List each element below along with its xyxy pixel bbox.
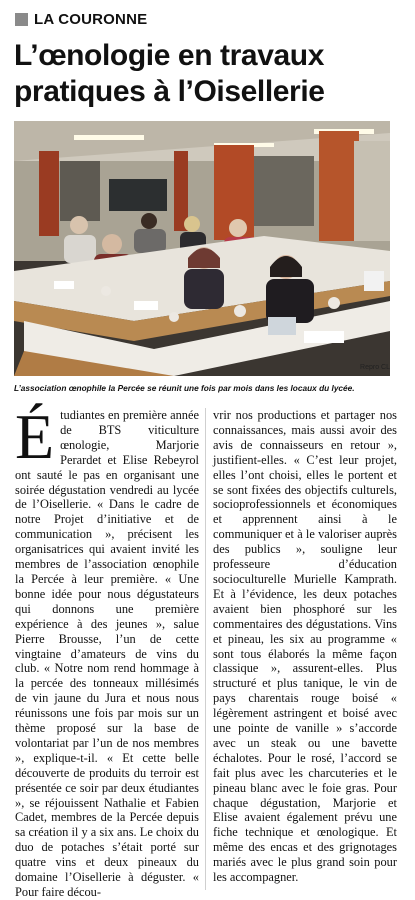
article-photo — [14, 121, 390, 376]
article-column-1 — [15, 401, 199, 899]
article-text-1: tudiantes en première année de BTS viticulture œnologie, Marjorie Perardet et Elise Rebeyrol ont sauté le pas en organisant une soirée dégustation vendredi au lycée de l’Oisellerie. « Dans le cadre de notre Projet d’initiative et de communication », précisent les organisatrices qui avaient invité les membres de l’association œnophile la Percée à leur première. « Une bonne idée pour nous dégustateurs qui donnons une première expérience à des jeunes », salue Pierre Brousse, l’un de cette vingtaine d’amateurs de vins du club. « Notre nom rend hommage à la percée des tonneaux millésimés de vin jaune du Jura et nous nous réunissons une fois par mois sur un thème proposé sur la base de volontariat par l’un de nos membres », explique-t-il. « Et cette belle découverte de produits du terroir est présentée ce soir par deux étudiantes », se réjouissent Nathalie et Fabien Cadet, membres de la Percée depuis sa création il y a six ans. Le choix du duo de potaches s’était porté sur quatre vins et deux pineaux du domaine l’Oisellerie à déguster. « Pour faire décou- — [15, 408, 199, 899]
section-label: LA COURONNE — [34, 10, 148, 28]
article-column-2 — [213, 408, 397, 890]
column-divider — [205, 408, 206, 890]
section-kicker — [15, 9, 147, 29]
photo-credit: Repro CL — [360, 364, 390, 371]
article-paragraph-1 — [15, 401, 199, 900]
drop-cap: É — [15, 401, 55, 472]
photo-caption: L’association œnophile la Percée se réunit une fois par mois dans les locaux du lycée. — [14, 383, 355, 393]
article-paragraph-2: vrir nos productions et partager nos connaissances, mais aussi avoir des avis de connaisseurs en retour », justifient-elles. « C’est leur projet, elles l’ont choisi, elles le portent et se sont fixées des objectifs culturels, socioprofessionnels et économiques et apprennent ainsi à le communiquer et à le valoriser auprès des publics », souligne leur professeure d’éducation socioculturelle Murielle Kamprath. Et à l’évidence, les deux potaches avaient bien phosphoré sur les commentaires des dégustations. Vins et pineau, les six au programme « sont tous élaborés la même façon classique », assurent-elles. Plus structuré et plus tanique, le vin de pays charentais rouge boisé « légèrement astringent et boisé avec une pointe de vanille » s’accorde avec un steak ou une bavette échalotes. Pour le rosé, l’accord se fait plus avec les charcuteries et le pineau blanc avec le foie gras. Pour chaque dégustation, Marjorie et Elise avaient également prévu une fiche technique et œnologique. Et même des encas et des grignotages mariés avec le plus grand soin pour les accompagner. — [213, 408, 397, 885]
article-title: L’œnologie en travaux pratiques à l’Oisellerie — [14, 39, 325, 108]
section-marker — [15, 13, 28, 26]
article-body — [15, 401, 397, 899]
